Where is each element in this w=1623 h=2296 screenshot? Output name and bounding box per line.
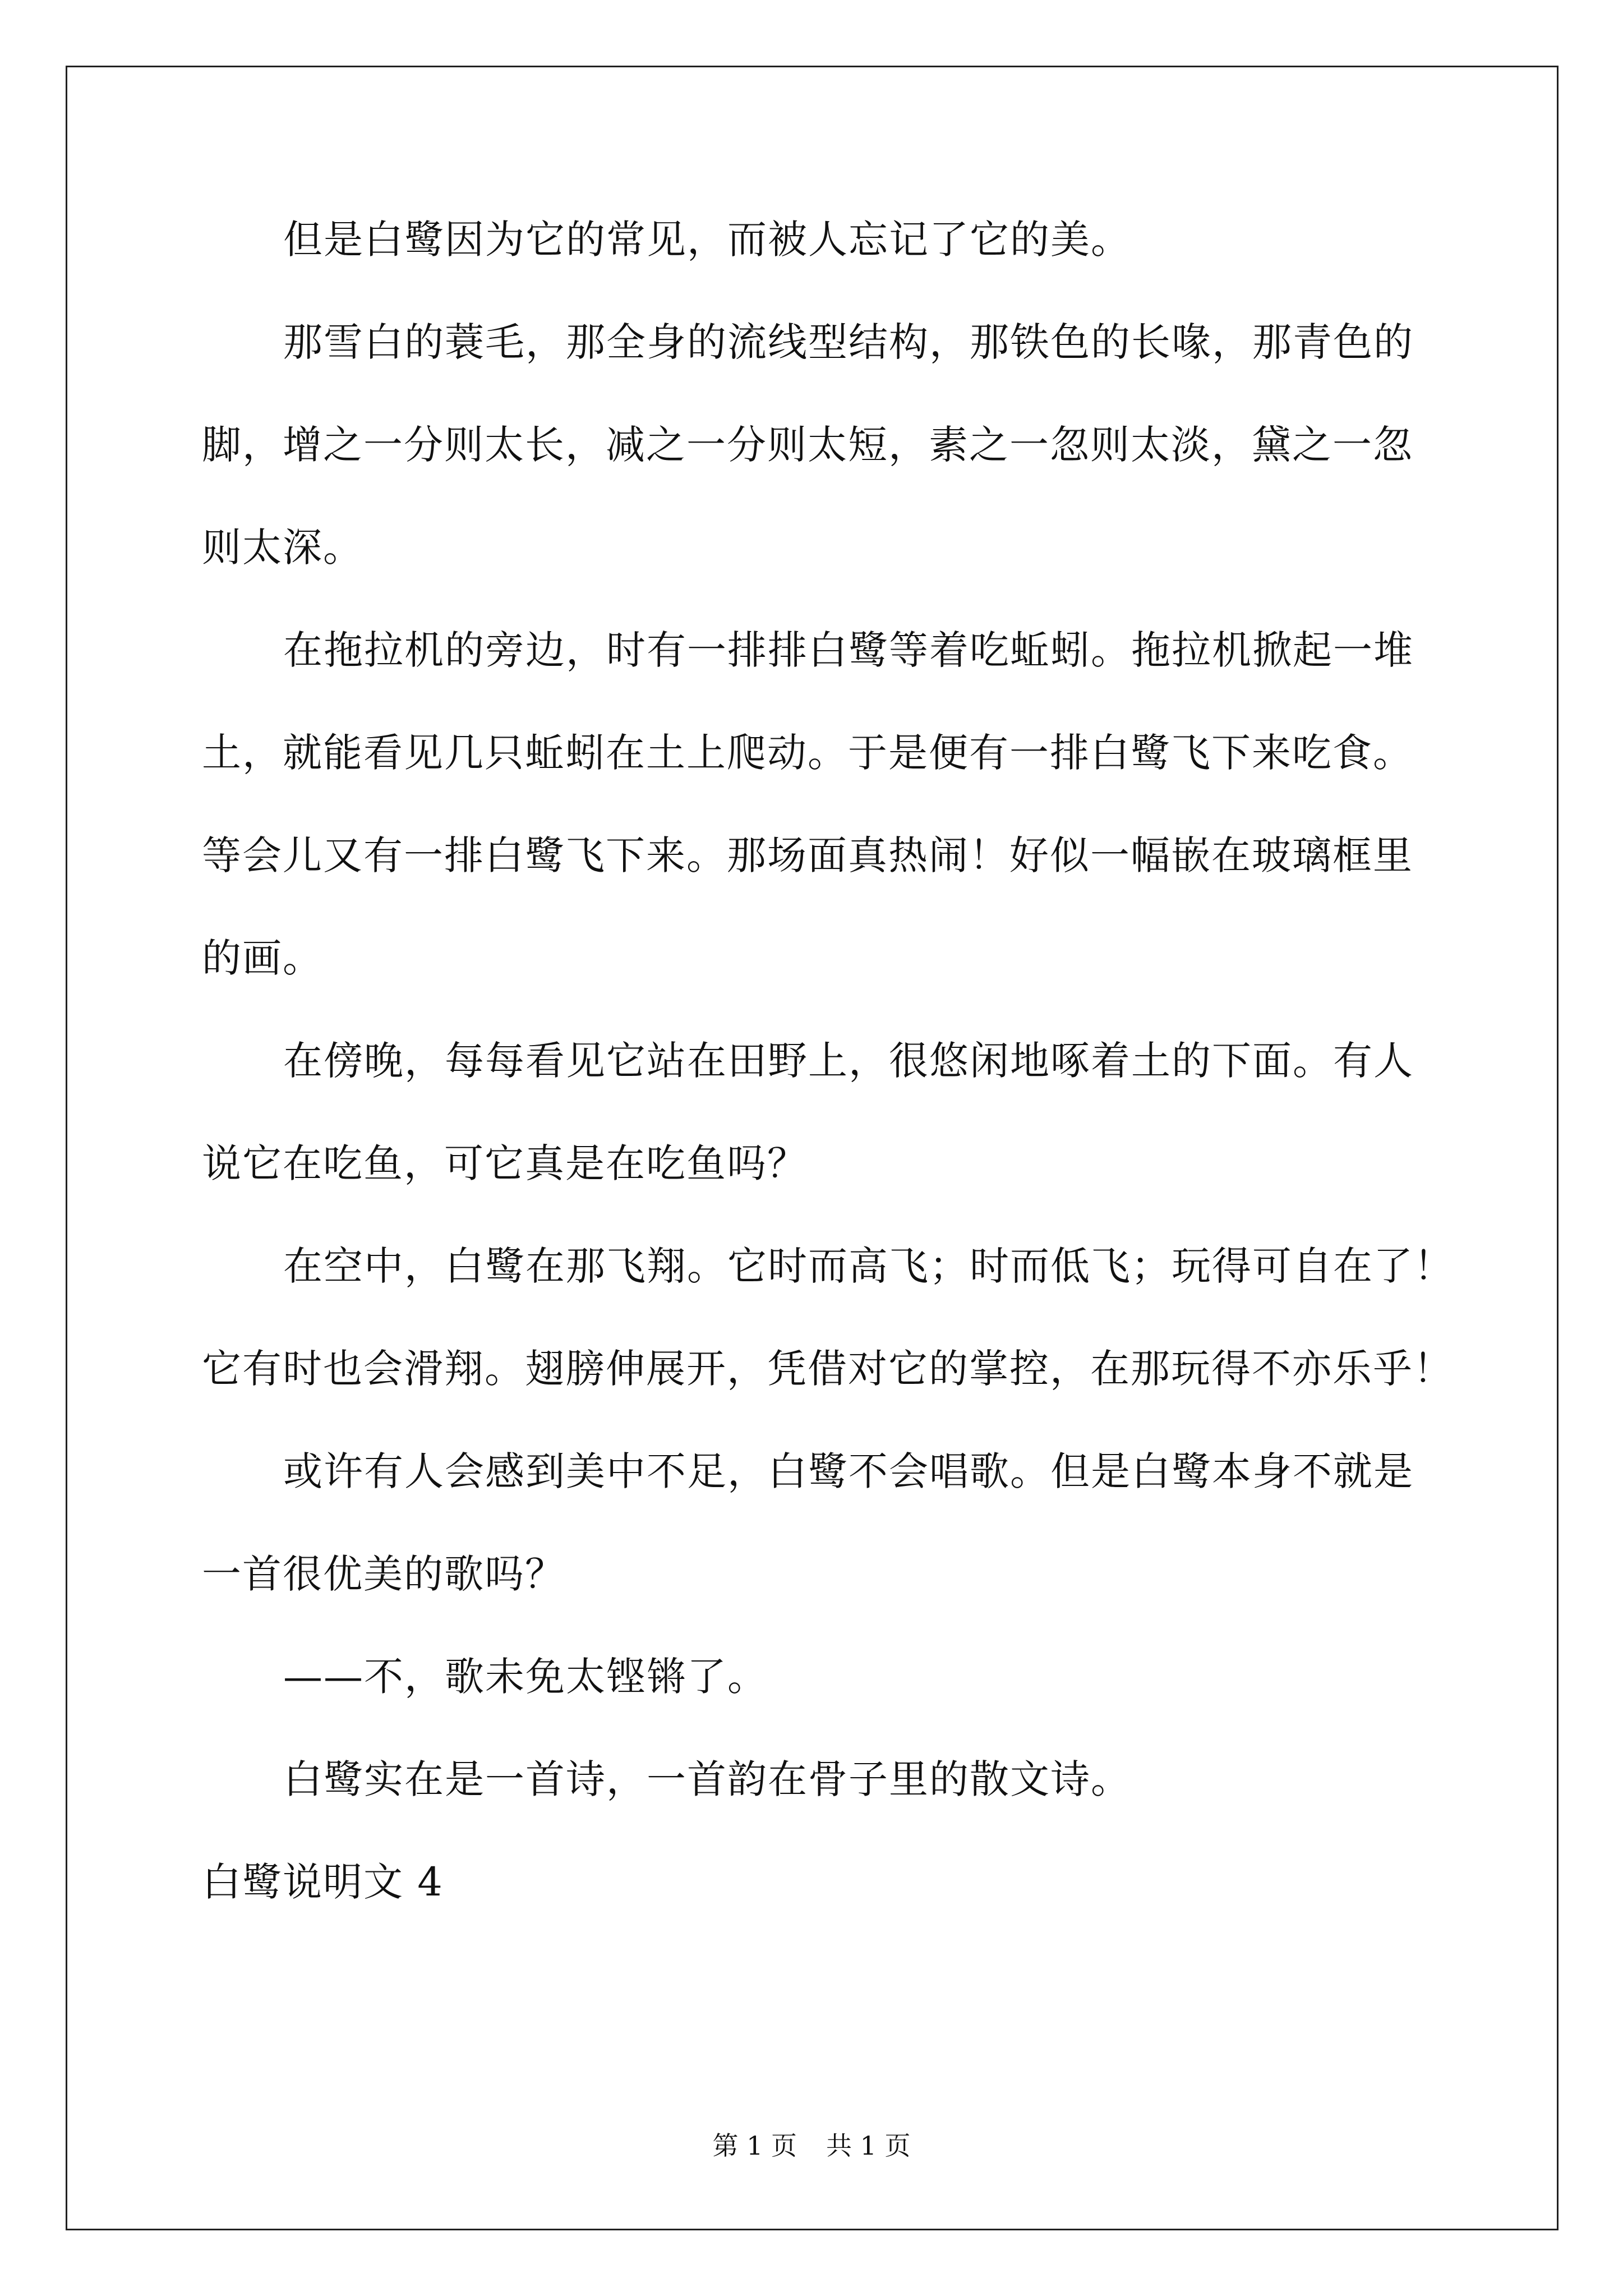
paragraph-4-line-2: 说它在吃鱼，可它真是在吃鱼吗？ bbox=[202, 1140, 808, 1186]
page-footer bbox=[0, 2129, 1623, 2162]
paragraph-5-line-2: 它有时也会滑翔。翅膀伸展开，凭借对它的掌控，在那玩得不亦乐乎！ bbox=[202, 1346, 1454, 1392]
paragraph-4-line-1: 在傍晚，每每看见它站在田野上，很悠闲地啄着土的下面。有人 bbox=[283, 1038, 1414, 1084]
paragraph-8-line-1: 白鹭实在是一首诗，一首韵在骨子里的散文诗。 bbox=[283, 1756, 1131, 1802]
paragraph-2-line-2: 脚，增之一分则太长，减之一分则太短，素之一忽则太淡，黛之一忽 bbox=[202, 422, 1413, 468]
paragraph-6-line-1: 或许有人会感到美中不足，白鹭不会唱歌。但是白鹭本身不就是 bbox=[283, 1448, 1414, 1494]
paragraph-5-line-1: 在空中，白鹭在那飞翔。它时而高飞；时而低飞；玩得可自在了！ bbox=[283, 1243, 1454, 1289]
paragraph-3-line-3: 等会儿又有一排白鹭飞下来。那场面真热闹！好似一幅嵌在玻璃框里 bbox=[202, 832, 1413, 878]
paragraph-3-line-4: 的画。 bbox=[202, 935, 323, 981]
section-heading: 白鹭说明文 4 bbox=[202, 1859, 444, 1905]
page-number-current: 第 1 页 bbox=[712, 2131, 797, 2161]
paragraph-6-line-2: 一首很优美的歌吗？ bbox=[202, 1551, 565, 1597]
paragraph-2-line-1: 那雪白的蓑毛，那全身的流线型结构，那铁色的长喙，那青色的 bbox=[283, 319, 1414, 365]
paragraph-3-line-1: 在拖拉机的旁边，时有一排排白鹭等着吃蚯蚓。拖拉机掀起一堆 bbox=[283, 627, 1414, 673]
paragraph-7-line-1: ——不，歌未免太铿锵了。 bbox=[283, 1654, 768, 1700]
paragraph-2-line-3: 则太深。 bbox=[202, 524, 363, 570]
paragraph-3-line-2: 土，就能看见几只蚯蚓在土上爬动。于是便有一排白鹭飞下来吃食。 bbox=[202, 730, 1413, 776]
page-number-total: 共 1 页 bbox=[826, 2131, 911, 2161]
paragraph-1-line-1: 但是白鹭因为它的常见，而被人忘记了它的美。 bbox=[283, 217, 1131, 263]
